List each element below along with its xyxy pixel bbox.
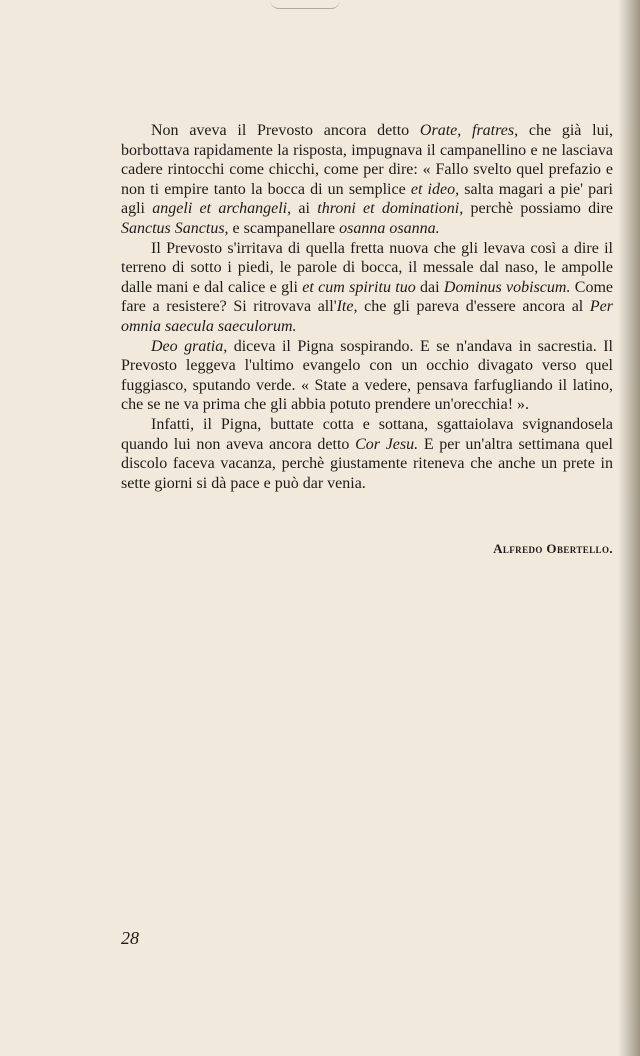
- latin-phrase: Dominus vobiscum.: [443, 278, 571, 296]
- text-run: Il Prevosto s'irritava di quella fretta nuova che gli levava così a dire il terreno di sotto i piedi, le parole di bocca, il messale dal naso, le ampolle dalle mani e dal calice e gli: [121, 239, 613, 296]
- author-signature: Alfredo Obertello.: [493, 541, 613, 556]
- text-run: che già lui, borbottava rapidamente la risposta, impugnava il campanellino e ne lasciava cadere rintocchi come chicchi, come per dire: « Fallo svelto quel prefazio e non ti empire tanto la bocca di un semplice: [121, 122, 614, 198]
- page-number: 28: [121, 928, 139, 948]
- latin-phrase: Deo gratia,: [151, 337, 228, 355]
- latin-phrase: Orate, fratres,: [419, 122, 519, 139]
- latin-phrase: Sanctus Sanctus,: [121, 219, 229, 237]
- paragraph-1: [121, 121, 613, 239]
- text-run: perchè possiamo dire: [463, 200, 614, 218]
- story-text: [121, 121, 613, 493]
- paragraph-2: [121, 239, 613, 337]
- paragraph-3: [121, 337, 613, 415]
- text-run: salta magari a pie' pari agli: [121, 180, 614, 218]
- text-run: Non aveva il Prevosto ancora detto: [151, 122, 420, 139]
- latin-phrase: Per omnia saecula saeculorum.: [121, 298, 614, 335]
- latin-phrase: et ideo,: [410, 180, 460, 198]
- text-run: Infatti, il Pigna, buttate cotta e sottana, sgattaiolava svignandosela quando lui non aveva ancora detto: [121, 415, 613, 453]
- text-run: Come fare a resistere? Si ritrovava all': [121, 278, 614, 316]
- page-edge-shadow: [618, 0, 640, 1056]
- latin-phrase: et cum spiritu tuo: [302, 278, 416, 296]
- text-run: ai: [291, 200, 318, 218]
- text-run: e scampanellare: [228, 219, 340, 237]
- text-run: E per un'altra settimana quel discolo faceva vacanza, perchè giustamente riteneva che anche un prete in sette giorni si dà pace e può dar venia.: [121, 435, 613, 492]
- latin-phrase: angeli et archangeli,: [152, 200, 292, 218]
- latin-phrase: Ite,: [336, 298, 358, 316]
- latin-phrase: throni et dominationi,: [317, 200, 464, 218]
- text-run: diceva il Pigna sospirando. E se n'andava in sacrestia. Il Prevosto leggeva l'ultimo evangelo con un occhio divagato verso quel fuggiasco, sputando verde. « State a vedere, pensava farfugliando il latino, che se ne va prima che gli abbia potuto prendere un'orecchia! ».: [121, 337, 613, 414]
- latin-phrase: osanna osanna.: [339, 219, 440, 237]
- top-edge-mark: [270, 0, 340, 9]
- text-run: dai: [415, 278, 444, 296]
- latin-phrase: Cor Jesu.: [355, 435, 419, 453]
- text-run: che gli pareva d'essere ancora al: [357, 298, 590, 316]
- paragraph-4: [121, 415, 613, 493]
